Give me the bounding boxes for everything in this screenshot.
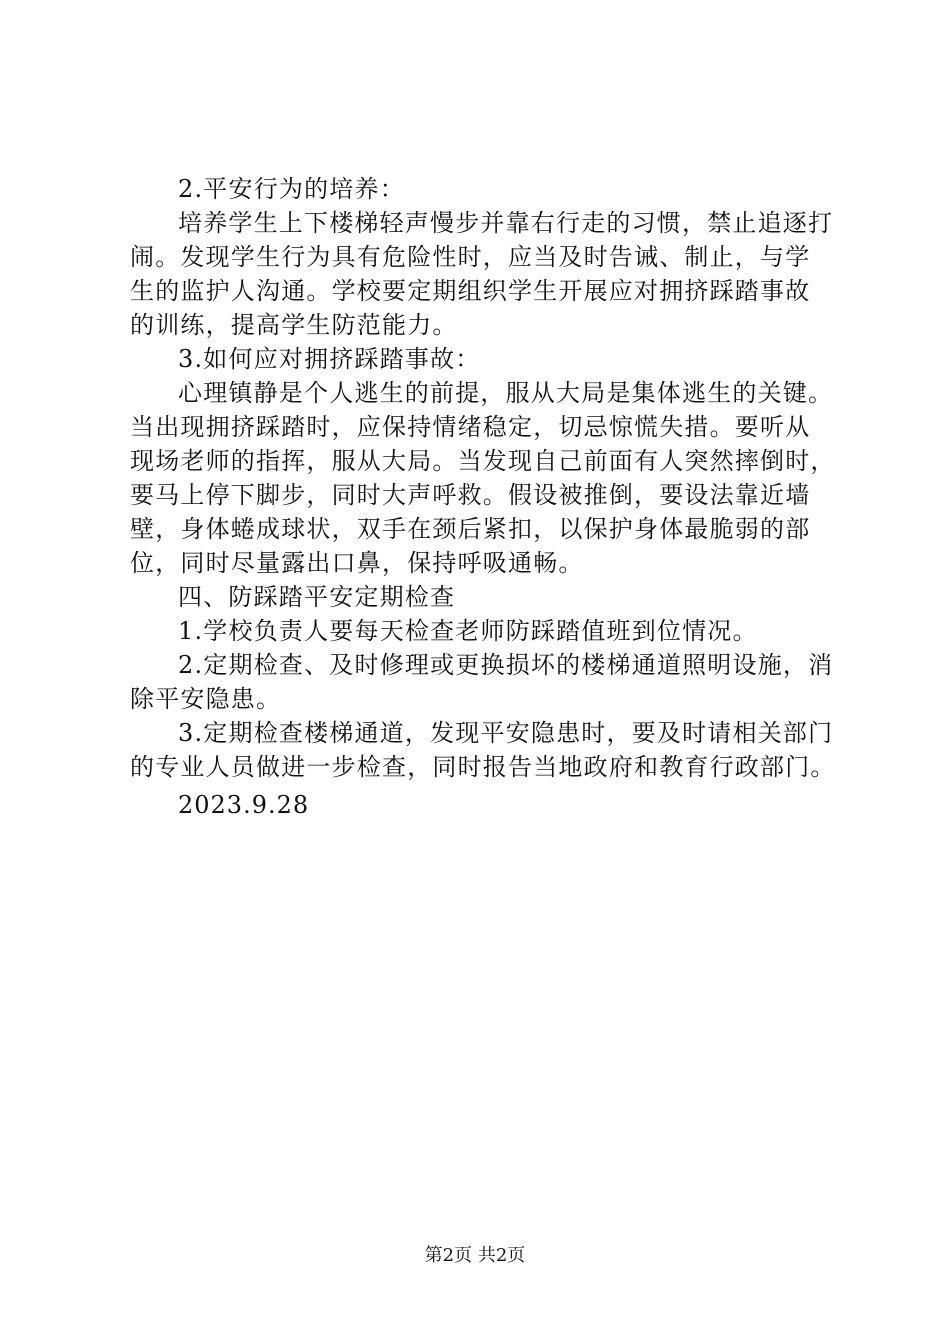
paragraph-line: 壁，身体蜷成球状，双手在颈后紧扣，以保护身体最脆弱的部 [130,515,811,543]
paragraph-line: 培养学生上下楼梯轻声慢步并靠右行走的习惯，禁止追逐打 [178,209,834,237]
list-item: 1.学校负责人要每天检查老师防踩踏值班到位情况。 [178,617,758,645]
paragraph-line: 位，同时尽量露出口鼻，保持呼吸通畅。 [130,549,584,577]
document-body [130,172,836,784]
paragraph-line: 闹。发现学生行为具有危险性时，应当及时告诫、制止，与学 [130,243,811,271]
paragraph-line: 生的监护人沟通。学校要定期组织学生开展应对拥挤踩踏事故 [130,277,811,305]
document-date: 2023.9.28 [178,791,310,819]
list-item: 2.定期检查、及时修理或更换损坏的楼梯通道照明设施，消 [178,651,834,679]
page-footer: 第2页 共2页 [424,1245,526,1266]
section-heading-safe-behavior: 2.平安行为的培养： [178,175,405,203]
section-heading-inspection: 四、防踩踏平安定期检查 [178,583,456,611]
list-item-continuation: 的专业人员做进一步检查，同时报告当地政府和教育行政部门。 [130,753,836,781]
section-heading-response: 3.如何应对拥挤踩踏事故： [178,345,481,373]
paragraph-line: 心理镇静是个人逃生的前提，服从大局是集体逃生的关键。 [178,379,834,407]
paragraph-line: 当出现拥挤踩踏时，应保持情绪稳定，切忌惊慌失措。要听从 [130,413,811,441]
paragraph-line: 要马上停下脚步，同时大声呼救。假设被推倒，要设法靠近墙 [130,481,811,509]
list-item-continuation: 除平安隐患。 [130,685,282,713]
paragraph-line: 现场老师的指挥，服从大局。当发现自己前面有人突然摔倒时， [130,447,836,475]
list-item: 3.定期检查楼梯通道，发现平安隐患时，要及时请相关部门 [178,719,834,747]
paragraph-line: 的训练，提高学生防范能力。 [130,311,458,339]
